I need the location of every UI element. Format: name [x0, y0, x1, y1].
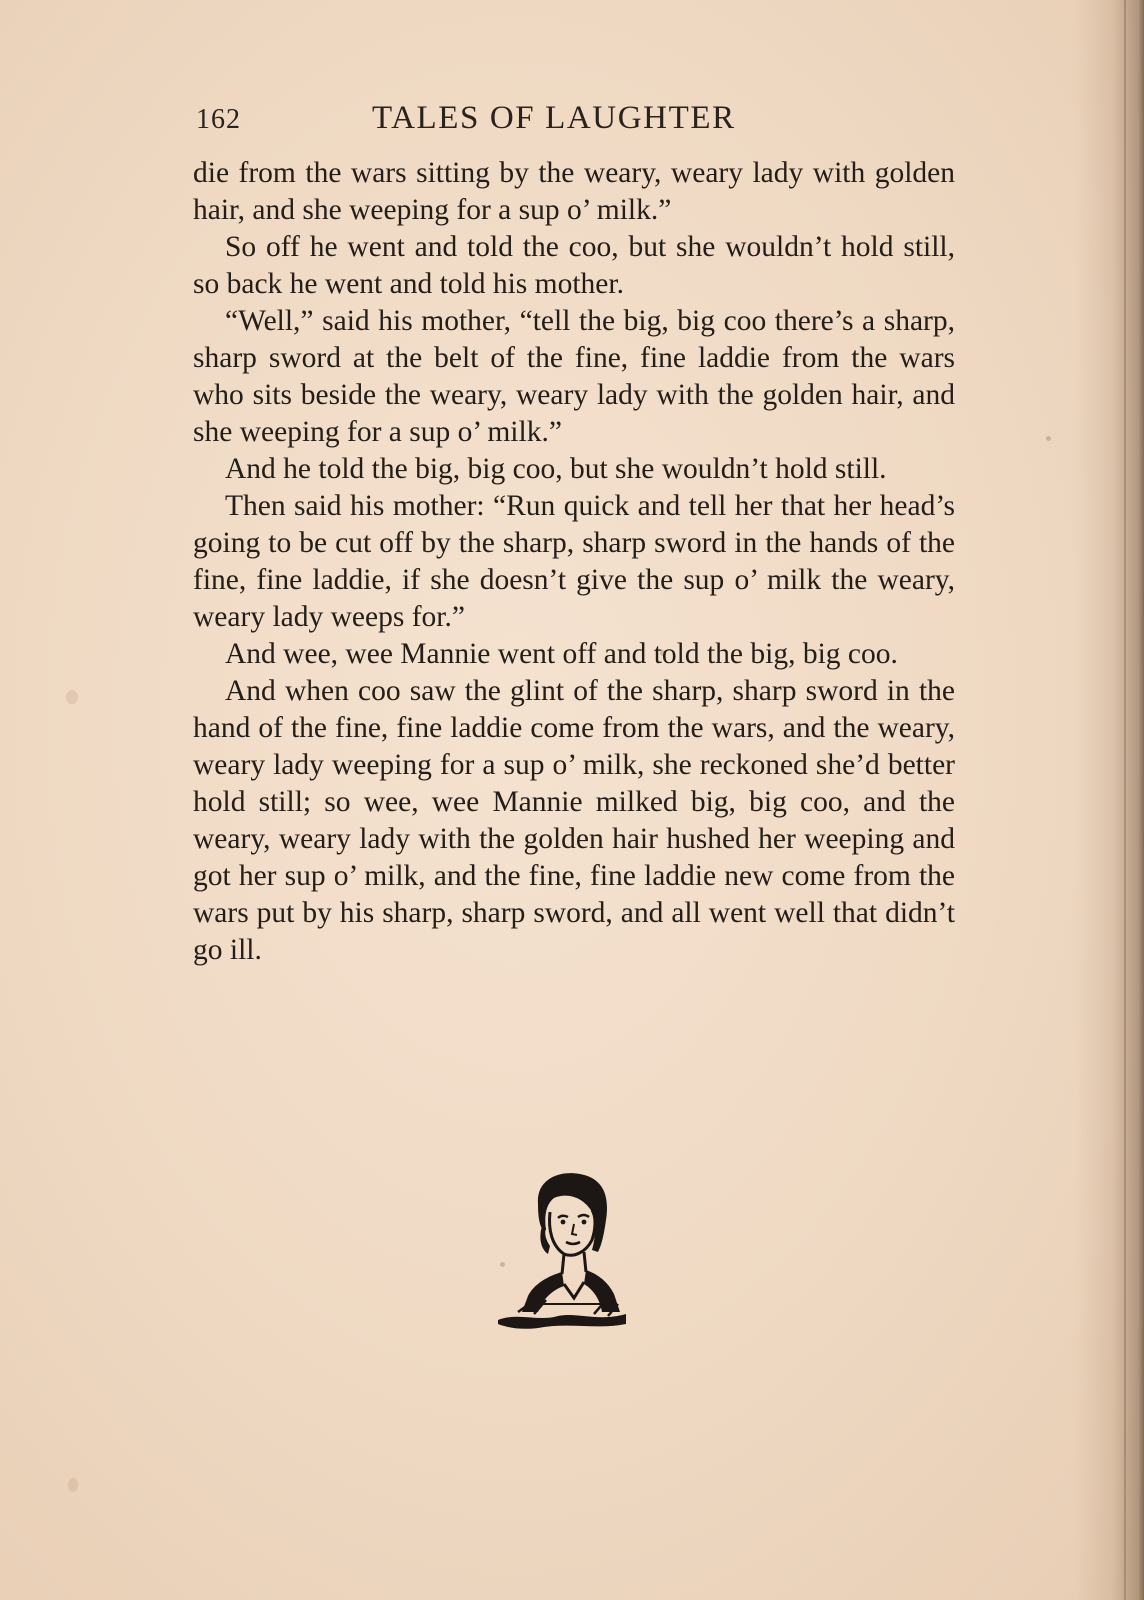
- paper-spot: [68, 1478, 78, 1492]
- page-edge-line: [1124, 0, 1126, 1600]
- paragraph: And when coo saw the glint of the sharp, sharp sword in the hand of the fine, fine laddie come from the wars, and the weary, weary lady weeping for a sup o’ milk, she reckoned she’d better hold still; so wee, wee Mannie milked big, big coo, and the weary, weary lady with the golden hair hushed her weeping and got her sup o’ milk, and the fine, fine laddie new come from the wars put by his sharp, sharp sword, and all went well that didn’t go ill.: [193, 675, 955, 966]
- paragraph: “Well,” said his mother, “tell the big, big coo there’s a sharp, sharp sword at the belt of the fine, fine laddie from the wars who sits beside the weary, weary lady with the golden hair, and she weeping for a sup o’ milk.”: [193, 305, 955, 448]
- paragraph: And he told the big, big coo, but she wouldn’t hold still.: [225, 453, 887, 485]
- story-text: [193, 155, 955, 969]
- paper-spot: [66, 690, 78, 704]
- paragraph: And wee, wee Mannie went off and told the big, big coo.: [225, 638, 898, 670]
- woman-bust-vignette-icon: [498, 1172, 644, 1332]
- paper-spot: [1046, 436, 1051, 441]
- paragraph: Then said his mother: “Run quick and tell her that her head’s going to be cut off by the sharp, sharp sword in the hands of the fine, fine laddie, if she doesn’t give the sup o’ milk the weary, weary lady weeps for.”: [193, 490, 955, 633]
- paragraph: So off he went and told the coo, but she wouldn’t hold still, so back he went and told his mother.: [193, 231, 955, 300]
- page-number: 162: [196, 104, 241, 135]
- page-header: [196, 100, 756, 140]
- running-title: TALES OF LAUGHTER: [372, 100, 736, 136]
- paragraph: die from the wars sitting by the weary, weary lady with golden hair, and she weeping for a sup o’ milk.”: [193, 157, 955, 226]
- page-edge-shadow: [1074, 0, 1144, 1600]
